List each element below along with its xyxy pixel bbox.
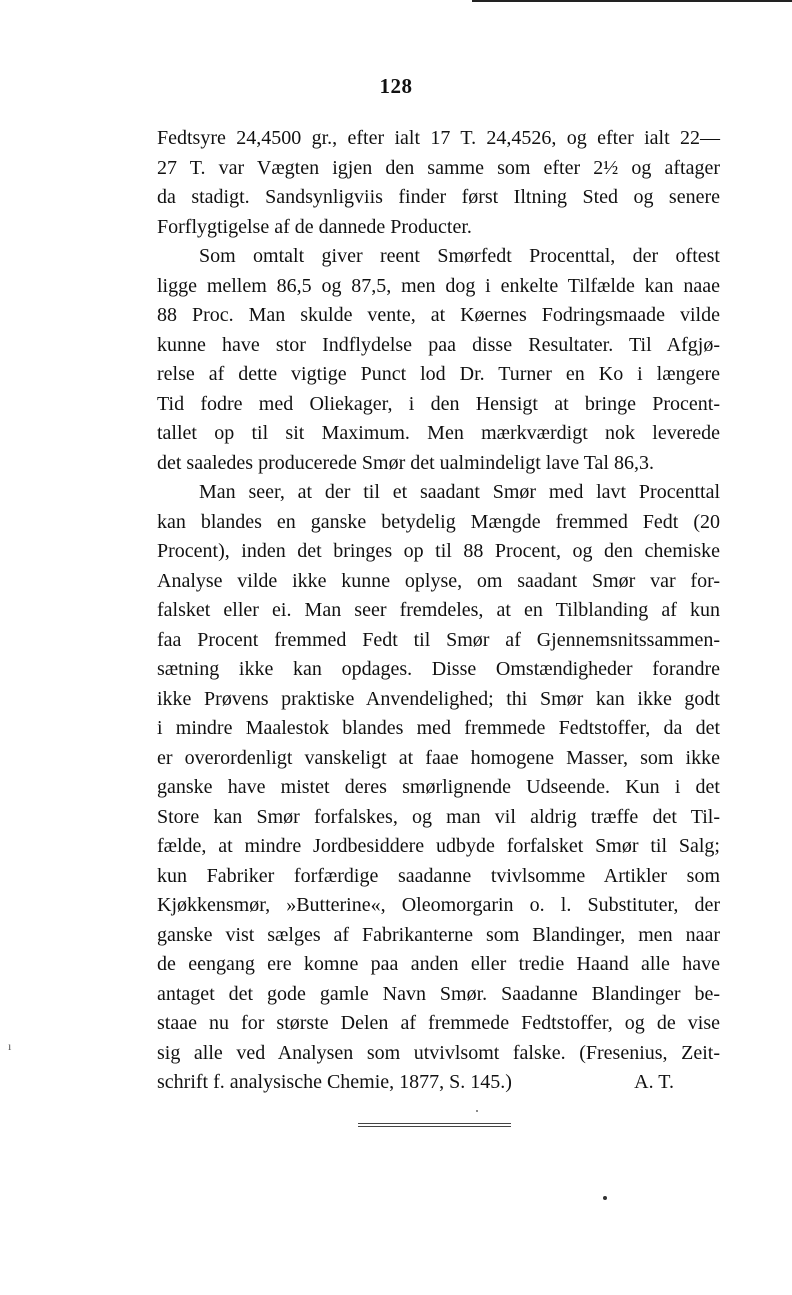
text-line: 27 T. var Vægten igjen den samme som efter 2½ og aftager xyxy=(157,156,720,179)
text-line: faa Procent fremmed Fedt til Smør af Gjennemsnitssammen- xyxy=(157,628,720,651)
margin-speck: ı xyxy=(8,1039,12,1053)
text-line: i mindre Maalestok blandes med fremmede Fedtstoffer, da det xyxy=(157,717,720,739)
text-line: ligge mellem 86,5 og 87,5, men dog i enkelte Tilfælde kan naae xyxy=(157,274,720,297)
text-line: tallet op til sit Maximum. Men mærkværdigt nok leverede xyxy=(157,422,720,444)
text-line: relse af dette vigtige Punct lod Dr. Turner en Ko i længere xyxy=(157,363,720,385)
text-line: kan blandes en ganske betydelig Mængde fremmed Fedt (20 xyxy=(157,510,720,533)
citation-text: schrift f. analysische Chemie, 1877, S. 145.) xyxy=(157,1071,512,1093)
text-line: ikke Prøvens praktiske Anvendelighed; thi Smør kan ikke godt xyxy=(157,687,720,710)
text-line: Kjøkkensmør, »Butterine«, Oleomorgarin o. l. Substituter, der xyxy=(157,894,720,916)
text-line: ganske have mistet deres smørlignende Udseende. Kun i det xyxy=(157,776,720,798)
ink-dot xyxy=(603,1196,607,1200)
page-number: 128 xyxy=(379,74,413,98)
text-line: sætning ikke kan opdages. Disse Omstændigheder forandre xyxy=(157,658,720,680)
top-edge-rule xyxy=(472,0,792,2)
section-divider-rule xyxy=(358,1123,511,1127)
print-speck xyxy=(476,1110,478,1112)
text-line: Som omtalt giver reent Smørfedt Procenttal, der oftest xyxy=(199,245,720,267)
text-line: Procent), inden det bringes op til 88 Procent, og den chemiske xyxy=(157,540,720,562)
body-text xyxy=(157,124,720,1098)
author-signature: A. T. xyxy=(634,1071,674,1093)
text-line: ganske vist sælges af Fabrikanterne som Blandinger, men naar xyxy=(157,923,720,946)
text-line: falsket eller ei. Man seer fremdeles, at en Tilblanding af kun xyxy=(157,599,720,621)
text-line: kunne have stor Indflydelse paa disse Resultater. Til Afgjø- xyxy=(157,333,720,356)
text-line: Forflygtigelse af de dannede Producter. xyxy=(157,215,472,238)
text-line: Tid fodre med Oliekager, i den Hensigt at bringe Procent- xyxy=(157,392,720,415)
text-line: fælde, at mindre Jordbesiddere udbyde forfalsket Smør til Salg; xyxy=(157,835,720,857)
text-line: de eengang ere komne paa anden eller tredie Haand alle have xyxy=(157,953,720,975)
text-line: da stadigt. Sandsynligviis finder først Iltning Sted og senere xyxy=(157,186,720,208)
text-line: antaget det gode gamle Navn Smør. Saadanne Blandinger be- xyxy=(157,982,720,1005)
text-line: er overordenligt vanskeligt at faae homogene Masser, som ikke xyxy=(157,746,720,769)
text-line-with-signature xyxy=(157,1068,720,1098)
text-line: det saaledes producerede Smør det ualmindeligt lave Tal 86,3. xyxy=(157,451,654,474)
text-line: Store kan Smør forfalskes, og man vil aldrig træffe det Til- xyxy=(157,805,720,828)
text-line: sig alle ved Analysen som utvivlsomt falske. (Fresenius, Zeit- xyxy=(157,1041,720,1064)
text-line: Man seer, at der til et saadant Smør med lavt Procenttal xyxy=(199,481,720,503)
text-line: staae nu for største Delen af fremmede Fedtstoffer, og de vise xyxy=(157,1012,720,1034)
text-line: Fedtsyre 24,4500 gr., efter ialt 17 T. 24,4526, og efter ialt 22— xyxy=(157,127,720,149)
text-line: Analyse vilde ikke kunne oplyse, om saadant Smør var for- xyxy=(157,569,720,592)
text-line: 88 Proc. Man skulde vente, at Køernes Fodringsmaade vilde xyxy=(157,304,720,326)
text-line: kun Fabriker forfærdige saadanne tvivlsomme Artikler som xyxy=(157,864,720,887)
